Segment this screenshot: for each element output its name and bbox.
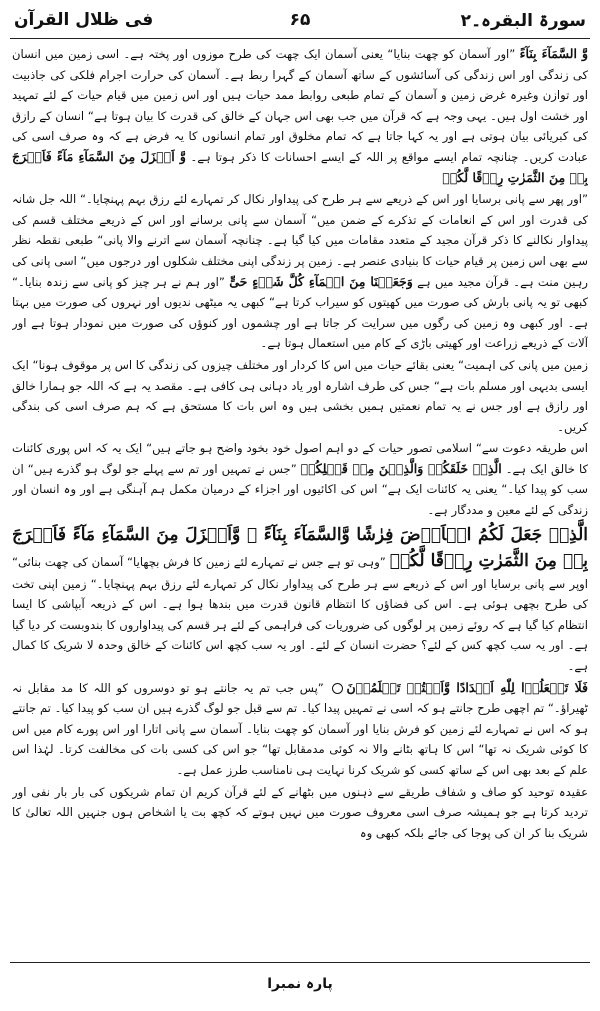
commentary-text: اس طریقہ دعوت سے“ اسلامی تصور حیات کے دو اہم اصول خود بخود واضح ہو جاتے ہیں“ ایک یہ کہ اس پوری کائنات کا خالق ایک ہے۔ [12,441,588,476]
book-title: فی ظلال القرآن [14,10,154,30]
surah-title: سورۃ البقرہ۔۲ [460,11,586,31]
page-body [12,44,588,958]
commentary-text: ”وہی تو ہے جس نے تمہارے لئے زمین کا فرش بچھایا“ آسمان کی چھت بنائی“ اوپر سے پانی برسایا اور اس کے ذریعے سے ہر طرح کی پیداوار نکال کر تمہارے لئے رزق بہم پہنچایا۔“ زمین اپنی تخت کی طرح بچھی ہوئی ہے۔ اس کی فضاؤں کا انتظام قانون قدرت میں بندھا ہوا ہے۔ اس کے ذریعہ آبپاشی کا ایسا انتظام کیا گیا ہے کہ روئے زمین پر لوگوں کی ضروریات کی فراہمی کے لئے ہر قسم کی پیداواروں کا بندوبست کر دیا گیا ہے۔ اور یہ سب کچھ کس کے لئے؟ حضرت انسان کے لئے۔ اور یہ سب کچھ اس کائنات کے خالق وحدہ لا شریک کا کمال ہے۔ [12,554,588,674]
commentary-text: ”جس نے تمہیں اور تم سے پہلے جو لوگ ہو گذرے ہیں“ ان سب کو پیدا کیا۔“ یعنی یہ کائنات ایک ہے“ اس کی اکائیوں اور اجزاء کے درمیان مکمل ہم آہنگی ہے اور وہ انسان اور زندگی کے لئے معین و مددگار ہے۔ [12,461,588,518]
page-header [14,4,586,38]
footer-divider [10,962,590,963]
commentary-text: ”اور آسمان کو چھت بنایا“ یعنی آسمان ایک چھت کی طرح موزوں اور پختہ ہے۔ اسی زمین میں انسان کی زندگی اور اس زندگی کی آسائشوں کے ساتھ آسمان کے گہرا ربط ہے۔ آسمان کی حرارت اجرام فلکی کی جاذبیت اور توازن وغیرہ غرض زمین و آسمان کے تمام طبعی روابط ممد حیات ہیں اور اس زمین میں قیام حیات کے لئے تمہید اور خشت اول ہیں۔ یہی وجہ ہے کہ قرآن میں جب بھی اس جہان کے خالق کی قدرت کا بیان ہوتا ہے“ انسان کے رازق کی کبریائی بیان ہوتی ہے اور یہ کہا جاتا ہے کہ تمام مخلوق اور تمام انسانوں کا یہ فرض ہے کہ وہ صرف اسی کی عبادت کریں۔ چنانچہ تمام ایسے مواقع پر اللہ کے ایسے احسانات کا ذکر ہوتا ہے۔ [12,47,588,164]
quran-verse: وَّ اَنۡزَلَ مِنَ السَّمَآءِ مَآءً فَاَخۡرَجَ بِهٖ مِنَ الثَّمَرٰتِ رِزۡقًا لَّكُمۡ [12,148,588,185]
paragraph-4 [12,438,588,520]
paragraph-6 [12,678,588,781]
paragraph-5 [12,522,588,677]
quran-verse: فَلَا تَجۡعَلُوۡا لِلّٰهِ اَنۡدَادًا وَّاَنۡتُمۡ تَعۡلَمُوۡنَ [346,679,588,695]
quran-verse-large: الَّذِیۡ جَعَلَ لَكُمُ الۡاَرۡضَ فِرٰشًا وَّالسَّمَآءَ بِنَآءً ۖ وَّاَنۡزَلَ مِنَ السَّمَآءِ مَآءً فَاَخۡرَجَ بِهٖ مِنَ الثَّمَرٰتِ رِزۡقًا لَّكُمۡ [12,524,588,571]
section-label: پارہ نمبرا [267,976,333,992]
commentary-text: زمین میں پانی کی اہمیت“ یعنی بقائے حیات میں اس کا کردار اور مختلف چیزوں کی زندگی کا اس پر موقوف ہونا“ ایک ایسی بدیہی اور مسلم بات ہے“ جس کی طرف اشارہ اور یاد دہانی ہی کافی ہے۔ مقصد یہ ہے کہ اللہ جو ہمارا خالق اور رازق ہے اور جس نے یہ تمام نعمتیں ہمیں بخشی ہیں وہ اس بات کا مستحق ہے کہ ہم صرف اسی کی بندگی کریں۔ [12,357,588,434]
header-divider [10,38,590,39]
commentary-text: ”پس جب تم یہ جانتے ہو تو دوسروں کو اللہ کا مد مقابل نہ ٹھیراؤ۔“ تم اچھی طرح جانتے ہو کہ اسی نے تمہیں پیدا کیا۔ تم سے قبل جو لوگ گذرے ہیں ان سب کو پیدا کیا۔ تم جانتے ہو کہ اس نے تمہارے لئے زمین کو فرش بنایا اور آسمان کو چھت بنایا۔ آسمان سے پانی اتارا اور اس پورے کام میں اس کا کوئی شریک نہ تھا“ اس کا ہاتھ بٹانے والا نہ کوئی مدمقابل تھا“ جو اس کی کسی بات کی مخالفت کرتا۔ لہٰذا اس علم کے بعد بھی اس کے ساتھ کسی کو شریک کرنا نہایت ہی نامناسب طرز عمل ہے۔ [12,680,588,777]
paragraph-7 [12,782,588,844]
commentary-text: ”اور پھر سے پانی برسایا اور اس کے ذریعے سے ہر طرح کی پیداوار نکال کر تمہارے لئے رزق بہم پہنچایا۔“ اللہ جل شانہ کی قدرت اور اس کے انعامات کے تذکرے کے ضمن میں“ آسمان سے پانی برسانے اور اس کے ذریعے مختلف قسم کی پیداوار نکالنے کا ذکر قرآن مجید کے متعدد مقامات میں کیا گیا ہے۔ چنانچہ آسمان سے اترنے والا پانی“ طبعی نقطہ نظر سے بھی اس زمین پر قیام حیات کا بنیادی عنصر ہے۔ زمین پر زندگی اپنی مختلف شکلوں اور درجوں میں“ اسی پانی کی رہین منت ہے۔ قرآن مجید میں ہے [12,192,588,289]
paragraph-1 [12,44,588,188]
verse-end-icon [332,683,343,694]
paragraph-2 [12,189,588,354]
commentary-text: ”اور ہم نے ہر چیز کو پانی سے زندہ بنایا۔“ کبھی تو یہ پانی بارش کی صورت میں کھیتوں کو سیراب کرتا ہے“ کبھی یہ میٹھی ندیوں اور نہروں کی صورت میں بہتا ہے۔ اور کبھی وہ زمین کی رگوں میں سرایت کر جاتا ہے اور چشموں اور کنوؤں کی صورت میں نمودار ہوتا ہے اور آلات کے ذریعے زراعت اور کھیتی باڑی کے کام میں استعمال ہوتا ہے۔ [12,274,588,351]
paragraph-3 [12,355,588,437]
quran-verse: الَّذِیۡ خَلَقَكُمۡ وَالَّذِیۡنَ مِنۡ قَبۡلِكُمۡ [300,460,502,476]
quran-verse: وَجَعَلۡنَا مِنَ الۡمَآءِ كُلَّ شَیۡءٍ حَیٍّ [229,273,413,289]
commentary-text: عقیدہ توحید کو صاف و شفاف طریقے سے ذہنوں میں بٹھانے کے لئے قرآن کریم ان تمام شریکوں کی بار بار نفی اور تردید کرتا ہے جو ہمیشہ صرف اسی معروف صورت میں نہیں ہوتے کہ کچھ بت یا اشخاص ہوں جنہیں اللہ تعالیٰ کا شریک بنا کر ان کی پوجا کی جائے بلکہ کبھی وہ [12,784,588,840]
page-number: ۶۵ [289,10,311,30]
quran-verse: وَّ السَّمَآءَ بِنَآءً [519,46,588,61]
